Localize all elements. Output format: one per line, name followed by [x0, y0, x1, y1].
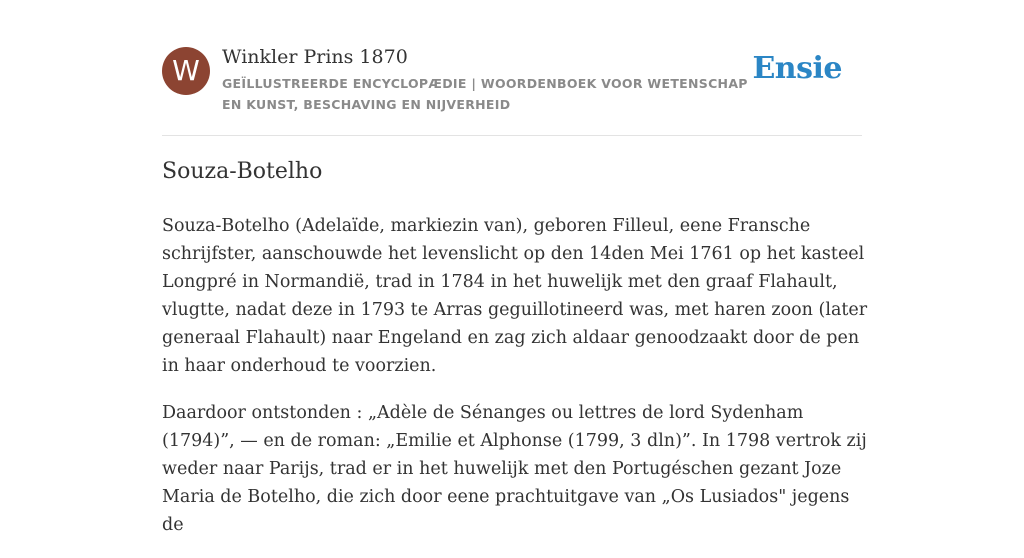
- source-avatar[interactable]: W: [162, 47, 210, 95]
- source-subtitle: GEÏLLUSTREERDE ENCYCLOPÆDIE | WOORDENBOEK VOOR WETENSCHAP EN KUNST, BESCHAVING EN NIJVERHEID: [222, 76, 748, 112]
- source-header: [162, 45, 862, 135]
- article-paragraph: Souza-Botelho (Adelaïde, markiezin van), geboren Filleul, eene Fransche schrijfster, aanschouwde het levenslicht op den 14den Mei 1761 op het kasteel Longpré in Normandië, trad in 1784 in het huwelijk met den graaf Flahault, vlugtte, nadat deze in 1793 te Arras geguillotineerd was, met haren zoon (later generaal Flahault) naar Engeland en zag zich aldaar genoodzaakt door de pen in haar onderhoud te voorzien.: [162, 216, 868, 376]
- article-paragraph: Daardoor ontstonden : „Adèle de Sénanges ou lettres de lord Sydenham (1794)”, — en de roman: „Emilie et Alphonse (1799, 3 dln)”. In 1798 vertrok zij weder naar Parijs, trad er in het huwelijk met den Portugéschen gezant Joze Maria de Botelho, die zich door eene prachtuitgave van „Os Lusiados" jegens de: [162, 403, 867, 535]
- article-body: [162, 212, 874, 558]
- article-title: Souza-Botelho: [162, 159, 323, 184]
- header-divider: [162, 135, 862, 136]
- ensie-logo[interactable]: Ensie: [752, 51, 842, 86]
- source-title[interactable]: Winkler Prins 1870: [222, 46, 408, 68]
